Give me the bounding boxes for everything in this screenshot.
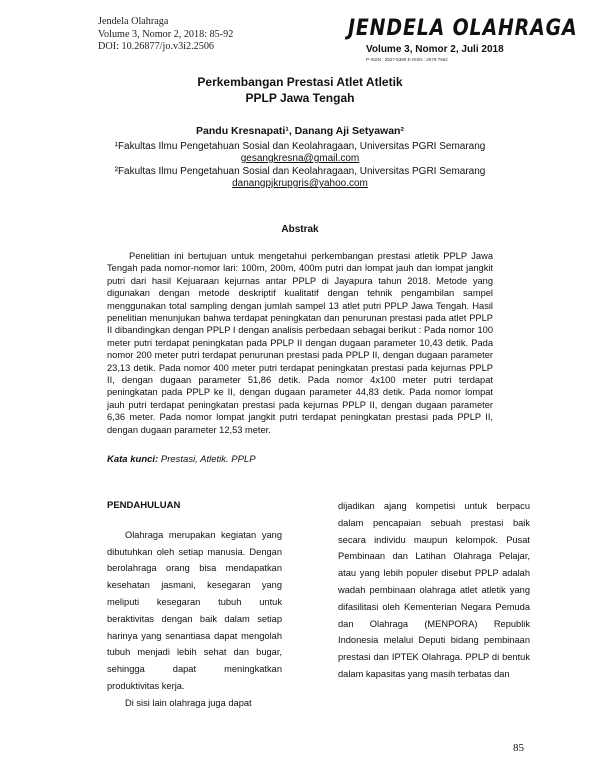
journal-doi: DOI: 10.26877/jo.v3i2.2506 [98,41,215,52]
affiliation-1: ¹Fakultas Ilmu Pengetahuan Sosial dan Keolahragaan, Universitas PGRI Semarang [114,140,486,152]
keywords-line [107,454,256,465]
logo-title: JENDELA OLAHRAGA [348,16,578,41]
journal-citation [98,16,233,54]
abstract-heading: Abstrak [281,224,319,235]
journal-volume: Volume 3, Nomor 2, 2018: 85-92 [98,28,234,40]
intro-paragraph-continued: dijadikan ajang kompetisi untuk berpacu dalam pencapaian sebuah prestasi baik secara individu maupun kelompok. Pusat Pembinaan dan Latihan Olahraga Pelajar, atau yang lebih populer disebut PPLP adalah wadah pembinaan olahraga atlet atletik yang difasilitasi oleh Kementerian Negara Pemuda dan Olahraga (MENPORA) Republik Indonesia melalui Deputi bidang pembinaan prestasi dan IPTEK Olahraga. PPLP di bentuk dalam kapasitas yang masih terbatas dan [338,501,530,679]
intro-paragraph-1: Olahraga merupakan kegiatan yang dibutuhkan oleh setiap manusia. Dengan berolahraga orang bisa mendapatkan kesehatan jasmani, kesegaran yang meliputi kesegaran tubuh untuk beraktivitas dengan baik dalam setiap harinya yang senantiasa dapat mengolah tubuh menjadi lebih sehat dan bugar, sehingga dapat meningkatkan produktivitas kerja. [107,529,282,691]
title-line-2: PPLP Jawa Tengah [245,91,355,105]
affiliation-2: ²Fakultas Ilmu Pengetahuan Sosial dan Keolahragaan, Universitas PGRI Semarang [114,165,486,177]
title-line-1: Perkembangan Prestasi Atlet Atletik [197,75,403,89]
journal-logo [348,14,578,64]
logo-subtitle: Volume 3, Nomor 2, Juli 2018 [366,44,504,55]
email-1-link[interactable]: gesangkresna@gmail.com [240,153,360,164]
page-number: 85 [513,742,524,754]
logo-issn: P-ISSN : 2527-5380 E-ISSN : 2579-7662 [366,57,448,62]
email-2-link[interactable]: danangpjkrupgris@yahoo.com [232,178,368,189]
intro-paragraph-2: Di sisi lain olahraga juga dapat [125,697,252,708]
author-block [0,125,600,191]
left-column [107,498,282,712]
right-column [338,498,530,683]
abstract-text: Penelitian ini bertujuan untuk mengetahui perkembangan prestasi atletik PPLP Jawa Tengah pada nomor-nomor lari: 100m, 200m, 400m putri dan lompat jauh dan lompat jangkit putri dari hasil Kejuaraan kejurnas antar PPLP di Jayapura tahun 2018. Metode yang digunakan dengan metode deskriptif kualitatif dengan tehnik pengambilan sampel menggunakan total sampling dengan jumlah sampel 13 atlet putri PPLP Jawa Tengah. Hasil penelitian menunjukan bahwa terdapat peningkatan dan penurunan prestasi pada atlet PPLP II dibandingkan dengan PPLP I dengan analisis perbedaan sebagai berikut : Pada nomor 100 meter putri terdapat peningkatan pada PPLP II dengan dugaan parameter 10,43 detik. Pada nomor 200 meter putri terdapat penurunan prestasi pada PPLP II, dengan dugaan parameter 23,13 detik. Pada nomor 400 meter putri terdapat peningkatan prestasi pada kejurnas PPLP II, dengan dugaan parameter 51,86 detik. Pada nomor 4x100 meter putri terdapat peningkatan pada PPLP ke II, dengan dugaan parameter 44,83 detik. Pada nomor lompat jauh putri terdapat peningkatan prestasi pada kejurnas PPLP II, dengan dugaan parameter 6,36 meter. Pada nomor lompat jangkit putri terdapat peningkatan prestasi pada PPLP II, dengan dugaan parameter 12,53 meter. [107,251,493,435]
keywords-value: Prestasi, Atletik. PPLP [160,454,256,465]
author-names: Pandu Kresnapati¹, Danang Aji Setyawan² [196,125,404,137]
paper-title [0,74,600,106]
keywords-label: Kata kunci: [107,454,159,465]
journal-name: Jendela Olahraga [98,16,169,27]
section-heading: PENDAHULUAN [107,500,181,511]
